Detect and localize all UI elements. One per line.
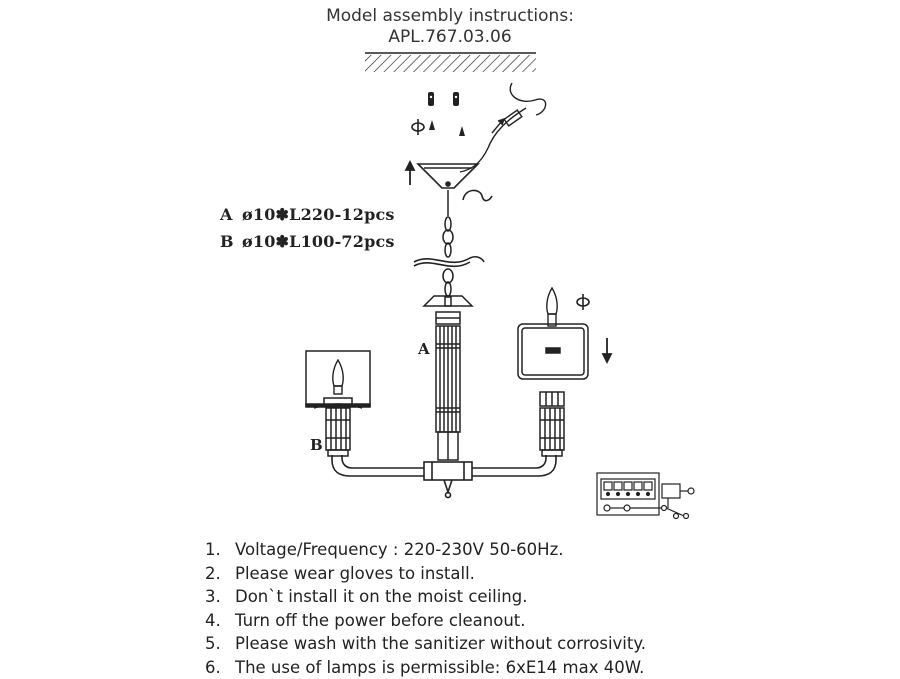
suspension-chain [443,190,453,296]
wiring-terminal-diagram [597,473,694,519]
center-canopy-cup [424,296,472,306]
list-item-number: 1. [205,538,235,562]
chandelier-arms [332,455,556,498]
power-cable [414,257,484,267]
list-item [205,538,646,562]
list-item [205,632,646,656]
left-candle-bulb [333,360,343,394]
mounting-screws-icon [428,92,465,136]
list-item-number: 4. [205,609,235,633]
list-item-text: Please wash with the sanitizer without corrosivity. [235,634,646,653]
tube-b-label: B [310,436,323,454]
list-item-number: 6. [205,656,235,679]
down-arrow-icon [603,338,611,362]
part-dimensions-b: ø10✽L100-72pcs [242,232,395,251]
hook-icon [463,190,492,200]
right-candle-bulb [547,288,557,326]
rotate-arrow-icon-right [577,294,589,310]
part-dimensions-a: ø10✽L220-12pcs [242,205,395,224]
list-item-text: The use of lamps is permissible: 6xE14 max 40W. [235,658,644,677]
tube-a-label: A [418,340,430,358]
model-number: APL.767.03.06 [0,27,900,47]
list-item [205,585,646,609]
part-label-b: B [220,232,242,251]
list-item-text: Don`t install it on the moist ceiling. [235,587,528,606]
list-item-number: 3. [205,585,235,609]
instructions-list [205,538,646,679]
part-label-a: A [220,205,242,224]
power-wire-icon [460,83,546,172]
list-item [205,656,646,679]
list-item-number: 5. [205,632,235,656]
right-lampshade [518,324,588,379]
list-item [205,609,646,633]
center-tube-a [436,312,460,460]
list-item-text: Turn off the power before cleanout. [235,611,526,630]
list-item-number: 2. [205,562,235,586]
ceiling-hatch [365,53,536,72]
right-socket-tube-b [540,392,564,456]
list-item-text: Voltage/Frequency : 220-230V 50-60Hz. [235,540,563,559]
ceiling-canopy [418,164,478,188]
list-item [205,562,646,586]
up-arrow-icon [406,162,414,185]
rotate-arrow-icon [412,119,424,135]
instructions-title: Model assembly instructions: [0,6,900,26]
list-item-text: Please wear gloves to install. [235,564,475,583]
